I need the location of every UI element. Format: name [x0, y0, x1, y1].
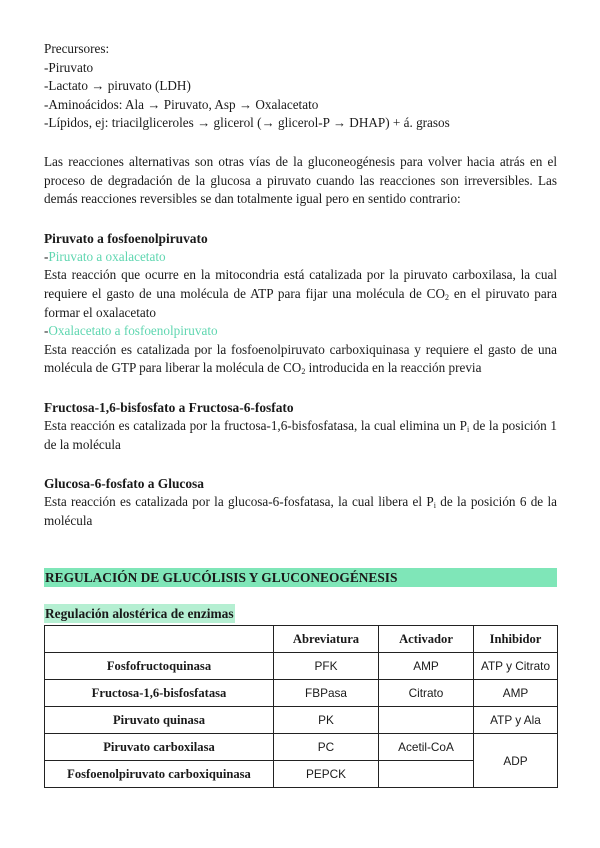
- abbr-cell: FBPasa: [274, 680, 379, 707]
- precursor-item: -Lactato → piruvato (LDH): [44, 78, 191, 94]
- enzyme-cell: Piruvato carboxilasa: [45, 734, 274, 761]
- document-page: [44, 40, 557, 788]
- inhibitor-cell: ATP y Ala: [474, 707, 558, 734]
- activator-cell: [379, 761, 474, 788]
- enzyme-cell: Fructosa-1,6-bisfosfatasa: [45, 680, 274, 707]
- table-header-cell: Inhibidor: [474, 626, 558, 653]
- precursors-title: Precursores:: [44, 41, 110, 56]
- step2-paragraph: Esta reacción es catalizada por la fosfoenolpiruvato carboxiquinasa y requiere el gasto de una molécula de GTP para liberar la molécula de $CO_2$ introducida en la reacción previa: [44, 341, 557, 377]
- table-header-cell: [45, 626, 274, 653]
- step-link-oxaloacetate-pep[interactable]: Oxalacetato a fosfoenolpiruvato: [48, 323, 218, 339]
- table-row: [45, 653, 558, 680]
- inhibitor-cell: AMP: [474, 680, 558, 707]
- table-header-row: [45, 626, 558, 653]
- step1-paragraph: Esta reacción que ocurre en la mitocondria está catalizada por la piruvato carboxilasa, la cual requiere el gasto de una molécula de ATP para fijar una molécula de $CO_2$ en el piruvato para formar el oxalacetato: [44, 267, 557, 320]
- table-row: [45, 734, 558, 761]
- table-row: [45, 680, 558, 707]
- enzyme-cell: Fosfoenolpiruvato carboxiquinasa: [45, 761, 274, 788]
- precursor-item: -Aminoácidos: Ala → Piruvato, Asp → Oxalacetato: [44, 96, 319, 112]
- intro-paragraph: Las reacciones alternativas son otras vías de la gluconeogénesis para volver hacia atrás en el proceso de degradación de la glucosa a piruvato cuando las reacciones son irreversibles. Las demás reacciones reversibles se dan totalmente igual pero en sentido contrario:: [44, 153, 557, 207]
- step-title: -Oxalacetato a fosfoenolpiruvato: [44, 323, 218, 339]
- g6pase-paragraph: Esta reacción es catalizada por la glucosa-6-fosfatasa, la cual libera el $P_i$ de la posición 6 de la molécula: [44, 494, 557, 528]
- abbr-cell: PC: [274, 734, 379, 761]
- inhibitor-cell: ADP: [474, 734, 558, 788]
- activator-cell: AMP: [379, 653, 474, 680]
- fbpase-paragraph: Esta reacción es catalizada por la fructosa-1,6-bisfosfatasa, la cual elimina un $P_i$ de la posición 1 de la molécula: [44, 417, 558, 452]
- abbr-cell: PFK: [274, 653, 379, 680]
- activator-cell: [379, 707, 474, 734]
- enzyme-cell: Fosfofructoquinasa: [45, 653, 274, 680]
- section-heading-pyruvate-pep: Piruvato a fosfoenolpiruvato: [44, 230, 208, 246]
- abbr-cell: PK: [274, 707, 379, 734]
- section-heading-fbpase: Fructosa-1,6-bisfosfato a Fructosa-6-fosfato: [44, 399, 294, 415]
- precursor-item: -Piruvato: [44, 59, 94, 75]
- regulation-subtitle: Regulación alostérica de enzimas: [45, 606, 234, 622]
- table-header-cell: Abreviatura: [274, 626, 379, 653]
- enzyme-cell: Piruvato quinasa: [45, 707, 274, 734]
- activator-cell: Acetil-CoA: [379, 734, 474, 761]
- table-header-cell: Activador: [379, 626, 474, 653]
- inhibitor-cell: ATP y Citrato: [474, 653, 558, 680]
- step-title: -Piruvato a oxalacetato: [44, 248, 166, 264]
- activator-cell: Citrato: [379, 680, 474, 707]
- precursor-item: -Lípidos, ej: triacilgliceroles → glicerol (→ glicerol-P → DHAP) + á. grasos: [44, 115, 450, 131]
- regulation-table: [44, 625, 558, 788]
- table-row: [45, 707, 558, 734]
- step-link-pyruvate-oxaloacetate[interactable]: Piruvato a oxalacetato: [48, 248, 166, 264]
- regulation-section-band: REGULACIÓN DE GLUCÓLISIS Y GLUCONEOGÉNESIS: [44, 568, 557, 587]
- abbr-cell: PEPCK: [274, 761, 379, 788]
- section-heading-g6pase: Glucosa-6-fosfato a Glucosa: [44, 476, 204, 492]
